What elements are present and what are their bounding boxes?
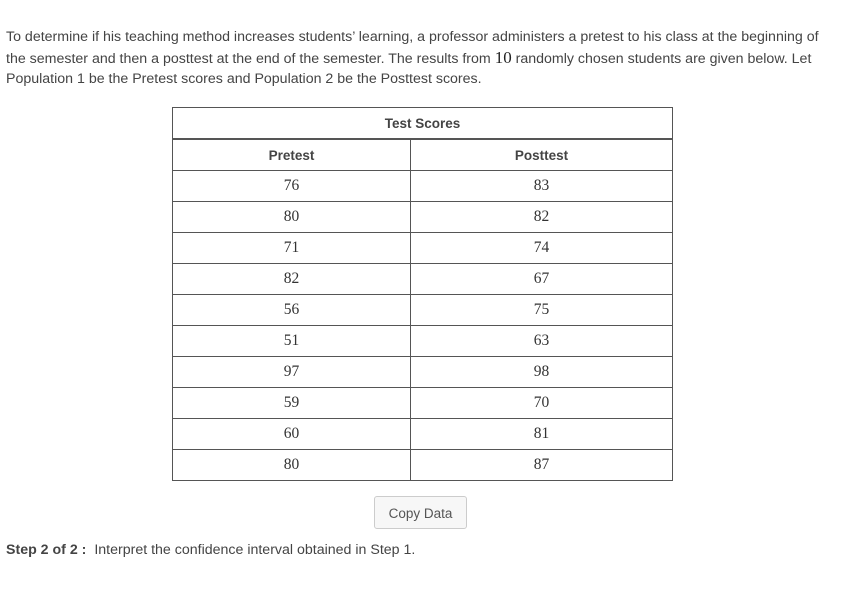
header-pretest: Pretest (173, 139, 411, 171)
posttest-cell: 82 (411, 202, 673, 233)
table-row (173, 326, 673, 357)
test-scores-table (172, 107, 673, 481)
posttest-cell: 63 (411, 326, 673, 357)
table-row (173, 450, 673, 481)
posttest-cell: 98 (411, 357, 673, 388)
sample-size: 10 (494, 47, 512, 67)
table-row (173, 295, 673, 326)
pretest-cell: 56 (173, 295, 411, 326)
posttest-cell: 70 (411, 388, 673, 419)
posttest-cell: 83 (411, 171, 673, 202)
pretest-cell: 80 (173, 450, 411, 481)
pretest-cell: 80 (173, 202, 411, 233)
intro-text-before: To determine if his teaching method increases students’ learning, a professor administers a pretest to his class at the beginning of the semester and then a posttest at the end of the semester. The results from (6, 29, 819, 67)
table-row (173, 233, 673, 264)
table-caption: Test Scores (173, 108, 673, 140)
step-text: Interpret the confidence interval obtained in Step 1. (94, 542, 416, 558)
step-instruction (6, 540, 415, 560)
posttest-cell: 87 (411, 450, 673, 481)
table-row (173, 419, 673, 450)
table-row (173, 357, 673, 388)
table-row (173, 171, 673, 202)
table-row (173, 202, 673, 233)
posttest-cell: 75 (411, 295, 673, 326)
pretest-cell: 59 (173, 388, 411, 419)
pretest-cell: 60 (173, 419, 411, 450)
problem-statement (6, 27, 840, 90)
pretest-cell: 82 (173, 264, 411, 295)
table-header-row (173, 139, 673, 171)
intro-text-after: randomly chosen students are given below. Let Population 1 be the Pretest scores and Population 2 be the Posttest scores. (6, 50, 812, 88)
posttest-cell: 81 (411, 419, 673, 450)
posttest-cell: 74 (411, 233, 673, 264)
header-posttest: Posttest (411, 139, 673, 171)
posttest-cell: 67 (411, 264, 673, 295)
table-row (173, 264, 673, 295)
copy-data-button[interactable]: Copy Data (374, 496, 467, 529)
pretest-cell: 97 (173, 357, 411, 388)
pretest-cell: 76 (173, 171, 411, 202)
step-label: Step 2 of 2 : (6, 542, 87, 558)
pretest-cell: 71 (173, 233, 411, 264)
table-caption-row (173, 108, 673, 140)
pretest-cell: 51 (173, 326, 411, 357)
table-row (173, 388, 673, 419)
